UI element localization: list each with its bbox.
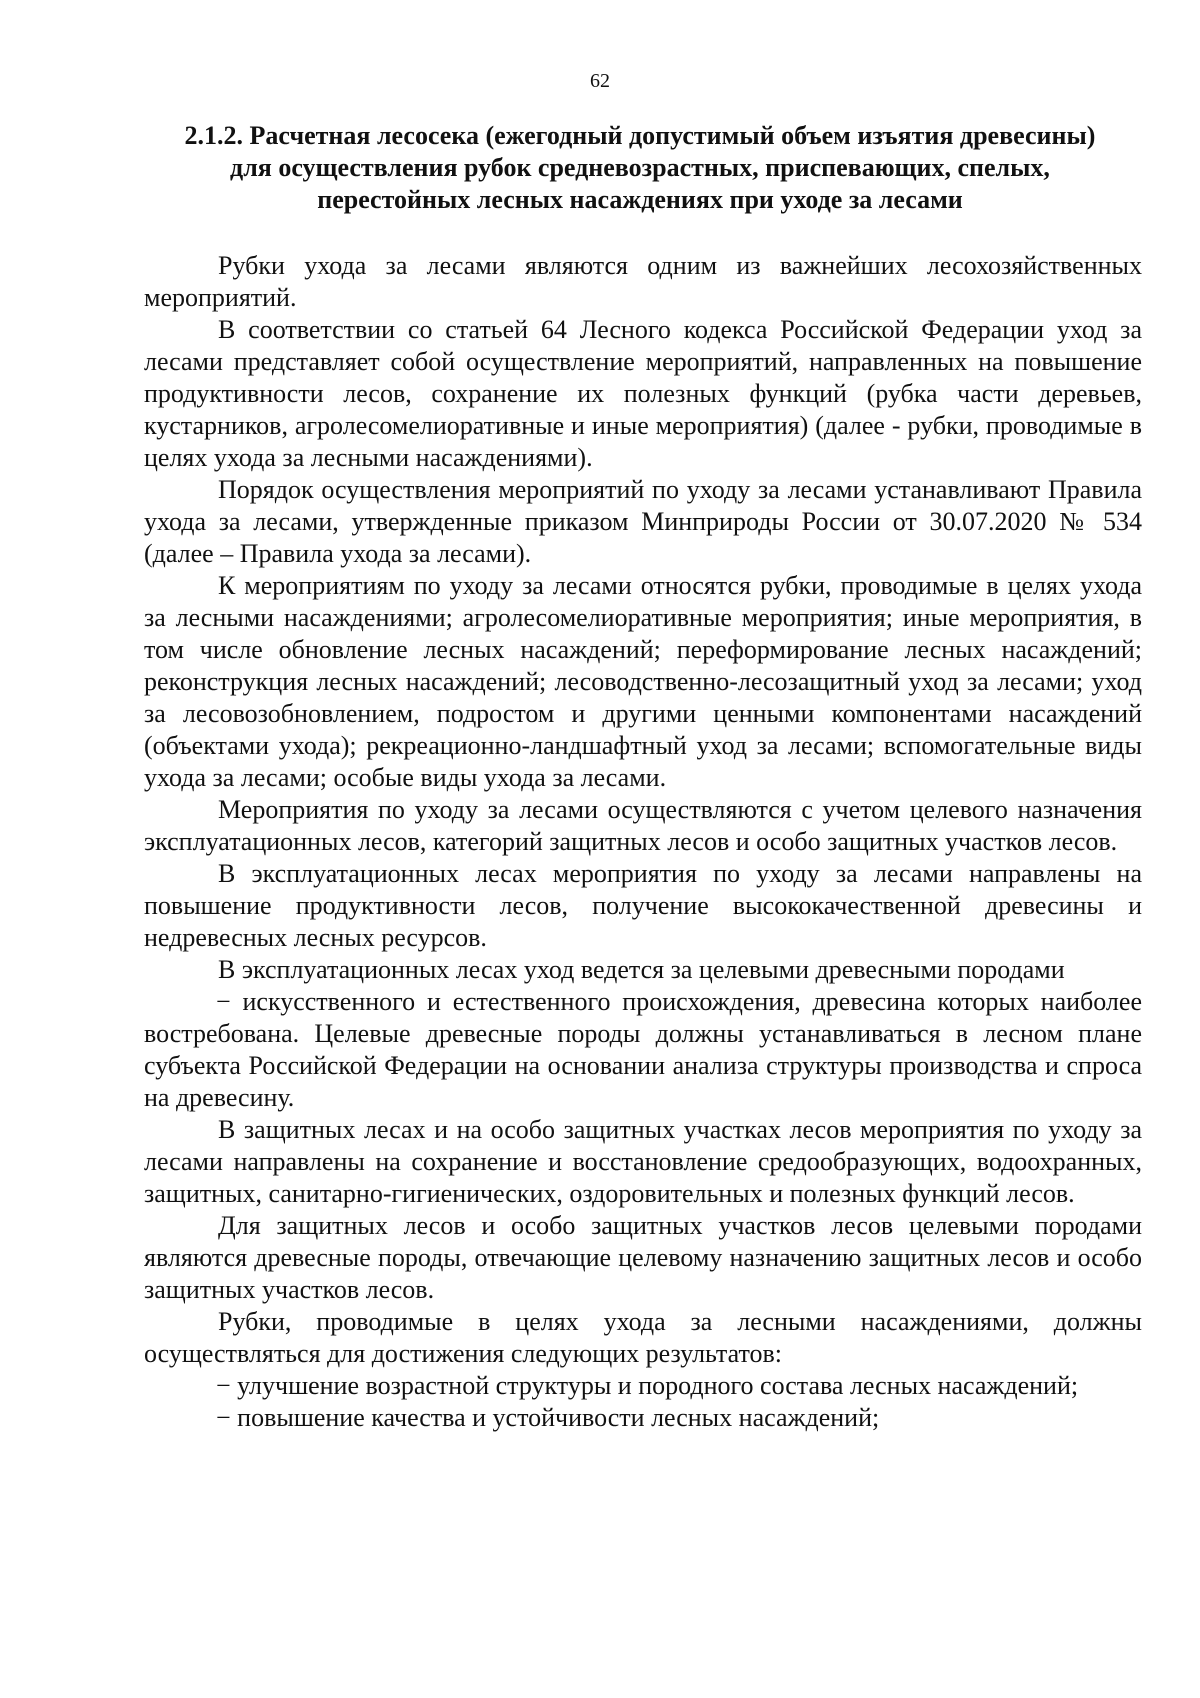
page-number: 62	[590, 70, 610, 92]
paragraph: Рубки, проводимые в целях ухода за лесными насаждениями, должны осуществляться для достижения следующих результатов:	[144, 1307, 1142, 1368]
dash-list-item: − улучшение возрастной структуры и породного состава лесных насаждений;	[216, 1371, 1079, 1400]
paragraph: Для защитных лесов и особо защитных участков лесов целевыми породами являются древесные породы, отвечающие целевому назначению защитных лесов и особо защитных участков лесов.	[144, 1211, 1142, 1304]
section-heading-line: 2.1.2. Расчетная лесосека (ежегодный допустимый объем изъятия древесины)	[184, 121, 1096, 150]
paragraph: В эксплуатационных лесах уход ведется за целевыми древесными породами	[218, 955, 1065, 984]
paragraph: В соответствии со статьей 64 Лесного кодекса Российской Федерации уход за лесами представляет собой осуществление мероприятий, направленных на повышение продуктивности лесов, сохранение их полезных функций (рубка части деревьев, кустарников, агролесомелиоративные и иные мероприятия) (далее - рубки, проводимые в целях ухода за лесными насаждениями).	[144, 315, 1142, 472]
section-heading	[140, 120, 1140, 216]
section-heading-line: для осуществления рубок средневозрастных, приспевающих, спелых,	[230, 153, 1050, 182]
paragraph: В защитных лесах и на особо защитных участках лесов мероприятия по уходу за лесами направлены на сохранение и восстановление средообразующих, водоохранных, защитных, санитарно-гигиенических, оздоровительных и полезных функций лесов.	[144, 1115, 1142, 1208]
paragraph: Порядок осуществления мероприятий по уходу за лесами устанавливают Правила ухода за лесами, утвержденные приказом Минприроды России от 30.07.2020 № 534 (далее – Правила ухода за лесами).	[144, 475, 1142, 568]
body-text	[144, 250, 1142, 1434]
section-heading-line: перестойных лесных насаждениях при уходе за лесами	[317, 185, 963, 214]
paragraph: К мероприятиям по уходу за лесами относятся рубки, проводимые в целях ухода за лесными насаждениями; агролесомелиоративные мероприятия; иные мероприятия, в том числе обновление лесных насаждений; переформирование лесных насаждений; реконструкция лесных насаждений; лесоводственно-лесозащитный уход за лесами; уход за лесовозобновлением, подростом и другими ценными компонентами насаждений (объектами ухода); рекреационно-ландшафтный уход за лесами; вспомогательные виды ухода за лесами; особые виды ухода за лесами.	[144, 571, 1142, 792]
dash-list-item: − повышение качества и устойчивости лесных насаждений;	[216, 1403, 880, 1432]
paragraph: Мероприятия по уходу за лесами осуществляются с учетом целевого назначения эксплуатационных лесов, категорий защитных лесов и особо защитных участков лесов.	[144, 795, 1142, 856]
paragraph: В эксплуатационных лесах мероприятия по уходу за лесами направлены на повышение продуктивности лесов, получение высококачественной древесины и недревесных лесных ресурсов.	[144, 859, 1142, 952]
paragraph: Рубки ухода за лесами являются одним из важнейших лесохозяйственных мероприятий.	[144, 251, 1142, 312]
dash-list-item: − искусственного и естественного происхождения, древесина которых наиболее востребована. Целевые древесные породы должны устанавливаться в лесном плане субъекта Российской Федерации на основании анализа структуры производства и спроса на древесину.	[144, 987, 1142, 1112]
